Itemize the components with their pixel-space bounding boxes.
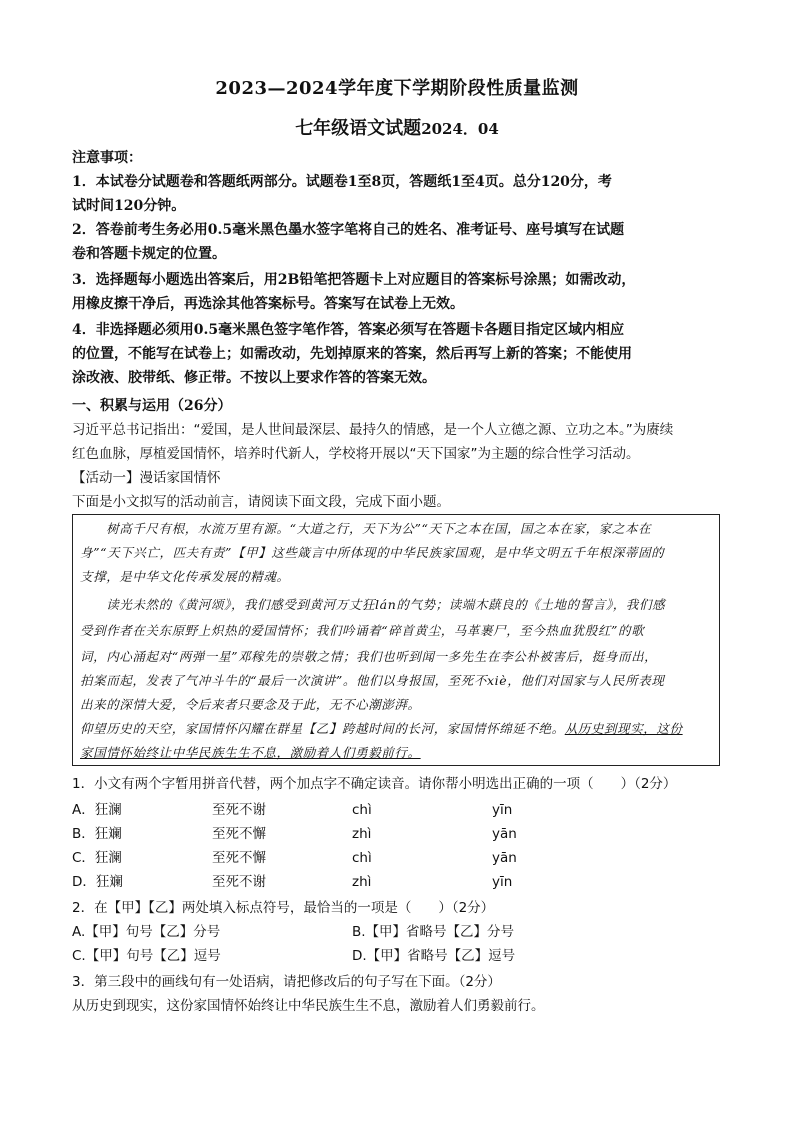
notice-line: 用橡皮擦干净后，再选涂其他答案标号。答案写在试卷上无效。 [72, 296, 464, 312]
subtitle-text: 七年级语文试题 [295, 118, 422, 139]
notice-line: 3．选择题每小题选出答案后，用2B铅笔把答题卡上对应题目的答案标号涂黑；如需改动， [72, 272, 636, 288]
notice-line: 4．非选择题必须用0.5毫米黑色签字笔作答，答案必须写在答题卡各题目指定区域内相应 [72, 322, 625, 338]
q1-option-pinyin: yān [492, 850, 517, 866]
q1-option-pinyin: chì [352, 850, 372, 866]
question-3-stem: 3．第三段中的画线句有一处语病，请把修改后的句子写在下面。（2分） [72, 974, 501, 990]
passage-line: 词，内心涌起对“两弹一星”邓稼先的崇敬之情；我们也听到闻一多先生在李公朴被害后，挺身而出， [80, 649, 658, 664]
q1-option-label: B．狂斓 [72, 826, 122, 842]
passage-plain-text: 仰望历史的天空，家国情怀闪耀在群星【乙】跨越时间的长河，家国情怀绵延不绝。 [80, 721, 565, 736]
passage-line: 身”“天下兴亡，匹夫有责”【甲】这些箴言中所体现的中华民族家国观，是中华文明五千年根深蒂固的 [80, 545, 665, 560]
q1-option-label: A．狂澜 [72, 802, 122, 818]
q2-option-c: C.【甲】句号【乙】逗号 [72, 948, 221, 964]
activity-label: 【活动一】漫话家国情怀 [72, 470, 221, 486]
passage-line: 拍案而起，发表了气冲斗牛的“最后一次演讲”。他们以身报国，至死不xiè，他们对国家与人民所表现 [80, 673, 665, 688]
notice-heading: 注意事项： [72, 150, 142, 166]
question-3-sentence: 从历史到现实，这份家国情怀始终让中华民族生生不息，激励着人们勇毅前行。 [72, 998, 545, 1014]
q1-option-word: 至死不谢 [212, 874, 266, 890]
q1-option-pinyin: yīn [492, 874, 513, 890]
q1-option-pinyin: yīn [492, 802, 513, 818]
section-intro-line: 习近平总书记指出：“爱国，是人世间最深层、最持久的情感，是一个人立德之源、立功之本。”为赓续 [72, 422, 674, 438]
question-2-stem: 2．在【甲】【乙】两处填入标点符号，最恰当的一项是（ ）（2分） [72, 900, 495, 916]
passage-line: 读光未然的《黄河颂》，我们感受到黄河万丈狂lán的气势；读端木蕻良的《土地的誓言》，我们感 [80, 597, 666, 612]
underlined-sentence-part: 从历史到现实，这份 [564, 721, 683, 736]
q1-option-word: 至死不谢 [212, 802, 266, 818]
question-1-stem: 1．小文有两个字暂用拼音代替，两个加点字不确定读音。请你帮小明选出正确的一项（ ）（2分） [72, 776, 677, 792]
q2-option-a: A.【甲】句号【乙】分号 [72, 924, 221, 940]
section-heading: 一、积累与运用（26分） [72, 398, 232, 414]
q1-option-word: 至死不懈 [212, 850, 266, 866]
passage-instruction: 下面是小文拟写的活动前言，请阅读下面文段，完成下面小题。 [72, 494, 450, 510]
q2-option-d: D.【甲】省略号【乙】逗号 [352, 948, 516, 964]
passage-line: 受到作者在关东原野上炽热的爱国情怀；我们吟诵着“碎首黄尘，马革裹尸，至今热血犹殷红”的歌 [80, 623, 645, 638]
notice-line: 1．本试卷分试题卷和答题纸两部分。试题卷1至8页，答题纸1至4页。总分120分，考 [72, 174, 612, 190]
exam-subtitle [0, 114, 794, 140]
underlined-sentence-part: 家国情怀始终让中华民族生生不息，激励着人们勇毅前行。 [80, 745, 421, 760]
notice-line: 2．答卷前考生务必用0.5毫米黑色墨水签字笔将自己的姓名、准考证号、座号填写在试题 [72, 222, 625, 238]
q1-option-pinyin: chì [352, 802, 372, 818]
passage-line: 支撑，是中华文化传承发展的精魂。 [80, 569, 290, 584]
q1-option-pinyin: yān [492, 826, 517, 842]
notice-line: 卷和答题卡规定的位置。 [72, 246, 226, 262]
q1-option-word: 至死不懈 [212, 826, 266, 842]
q1-option-label: C．狂澜 [72, 850, 122, 866]
q1-option-pinyin: zhì [352, 826, 372, 842]
passage-line: 树高千尺有根，水流万里有源。“大道之行，天下为公”“天下之本在国，国之本在家，家之本在 [80, 521, 652, 536]
passage-line-last [80, 720, 716, 738]
notice-line: 试时间120分钟。 [72, 198, 186, 214]
notice-line: 涂改液、胶带纸、修正带。不按以上要求作答的答案无效。 [72, 370, 436, 386]
q1-option-pinyin: zhì [352, 874, 372, 890]
q2-option-b: B.【甲】省略号【乙】分号 [352, 924, 515, 940]
exam-date: 2024．04 [421, 120, 499, 138]
notice-line: 的位置，不能写在试卷上；如需改动，先划掉原来的答案，然后再写上新的答案；不能使用 [72, 346, 632, 362]
q1-option-label: D．狂斓 [72, 874, 123, 890]
section-intro-line: 红色血脉，厚植爱国情怀，培养时代新人，学校将开展以“天下国家”为主题的综合性学习活动。 [72, 446, 640, 462]
exam-title: 2023—2024学年度下学期阶段性质量监测 [215, 78, 579, 99]
passage-line: 出来的深情大爱，令后来者只要念及于此，无不心潮澎湃。 [80, 697, 421, 712]
